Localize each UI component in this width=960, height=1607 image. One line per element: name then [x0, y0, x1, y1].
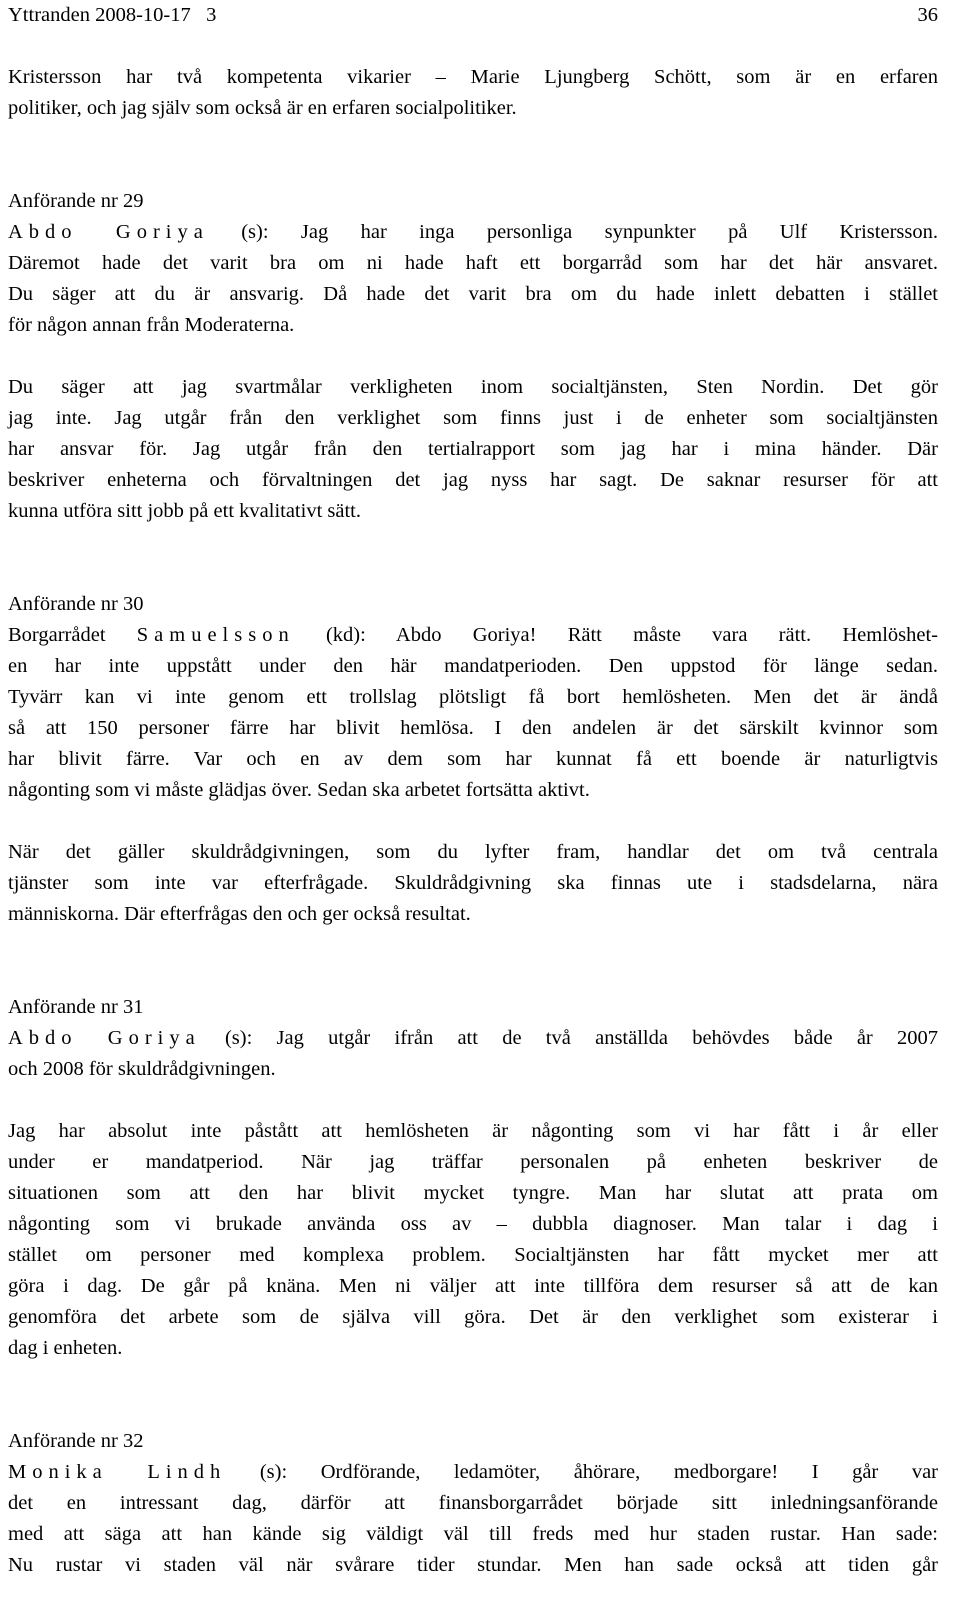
- speech-29: [8, 186, 938, 527]
- speaker-name: Abdo Goriya: [8, 1027, 201, 1049]
- document-page: [8, 0, 938, 1581]
- text-line: stället om personer med komplexa problem. Socialtjänsten har fått mycket mer att: [8, 1244, 938, 1266]
- speech-paragraph: [8, 1116, 938, 1364]
- text-line: Abdo Goriya (s): Jag utgår ifrån att de två anställda behövdes både år 2007: [8, 1027, 938, 1049]
- speech-paragraph: [8, 1023, 938, 1085]
- text-line: beskriver enheterna och förvaltningen det jag nyss har sagt. De saknar resurser för att: [8, 469, 938, 491]
- text-line: kunna utföra sitt jobb på ett kvalitativt sätt.: [8, 500, 361, 522]
- text-line: Du säger att du är ansvarig. Då hade det varit bra om du hade inlett debatten i stället: [8, 283, 938, 305]
- text-line: har ansvar för. Jag utgår från den tertialrapport som jag har i mina händer. Där: [8, 438, 938, 460]
- text-line: När det gäller skuldrådgivningen, som du lyfter fram, handlar det om två centrala: [8, 841, 938, 863]
- text-line: göra i dag. De går på knäna. Men ni väljer att inte tillföra dem resurser så att de kan: [8, 1275, 938, 1297]
- speech-title: Anförande nr 29: [8, 190, 144, 212]
- paragraph-intro: [8, 62, 938, 124]
- text-line: så att 150 personer färre har blivit hemlösa. I den andelen är det särskilt kvinnor som: [8, 717, 938, 739]
- speaker-name: Monika Lindh: [8, 1461, 227, 1483]
- text-line: det en intressant dag, därför att finansborgarrådet började sitt inledningsanförande: [8, 1492, 938, 1514]
- text-line: och 2008 för skuldrådgivningen.: [8, 1058, 276, 1080]
- text-line: genomföra det arbete som de själva vill göra. Det är den verklighet som existerar i: [8, 1306, 938, 1328]
- speech-paragraph: [8, 837, 938, 930]
- speech-paragraph: [8, 372, 938, 527]
- text-line: Nu rustar vi staden väl när svårare tider stundar. Men han sade också att tiden går: [8, 1554, 938, 1576]
- text-line: med att säga att han kände sig väldigt väl till freds med hur staden rustar. Han sade:: [8, 1523, 938, 1545]
- text-line: politiker, och jag själv som också är en erfaren socialpolitiker.: [8, 97, 517, 119]
- text-line: Tyvärr kan vi inte genom ett trollslag plötsligt få bort hemlösheten. Men det är ändå: [8, 686, 938, 708]
- page-header: [8, 0, 938, 31]
- speech-paragraph: [8, 217, 938, 341]
- speaker-name: Samuelsson: [136, 624, 295, 646]
- text-line: Kristersson har två kompetenta vikarier – Marie Ljungberg Schött, som är en erfaren: [8, 66, 938, 88]
- text-line: dag i enheten.: [8, 1337, 123, 1359]
- page-number: 36: [917, 4, 938, 26]
- speech-31: [8, 992, 938, 1364]
- text-line: för någon annan från Moderaterna.: [8, 314, 295, 336]
- text-line: under er mandatperiod. När jag träffar personalen på enheten beskriver de: [8, 1151, 938, 1173]
- text-line: Jag har absolut inte påstått att hemlösheten är någonting som vi har fått i år eller: [8, 1120, 938, 1142]
- speech-paragraph: [8, 620, 938, 806]
- text-line: en har inte uppstått under den här mandatperioden. Den uppstod för länge sedan.: [8, 655, 938, 677]
- text-line: Monika Lindh (s): Ordförande, ledamöter, åhörare, medborgare! I går var: [8, 1461, 938, 1483]
- speech-30: [8, 589, 938, 930]
- text-line: Du säger att jag svartmålar verkligheten inom socialtjänsten, Sten Nordin. Det gör: [8, 376, 938, 398]
- text-line: situationen som att den har blivit mycket tyngre. Man har slutat att prata om: [8, 1182, 938, 1204]
- speech-paragraph: [8, 1457, 938, 1581]
- speech-title: Anförande nr 31: [8, 996, 144, 1018]
- speech-title: Anförande nr 32: [8, 1430, 144, 1452]
- speech-32: [8, 1426, 938, 1581]
- text-line: Abdo Goriya (s): Jag har inga personliga synpunkter på Ulf Kristersson.: [8, 221, 938, 243]
- header-date-session: Yttranden 2008-10-17 3: [8, 4, 217, 26]
- speech-title: Anförande nr 30: [8, 593, 144, 615]
- text-line: tjänster som inte var efterfrågade. Skuldrådgivning ska finnas ute i stadsdelarna, nära: [8, 872, 938, 894]
- text-line: har blivit färre. Var och en av dem som har kunnat få ett boende är naturligtvis: [8, 748, 938, 770]
- text-line: människorna. Där efterfrågas den och ger också resultat.: [8, 903, 471, 925]
- text-line: Borgarrådet Samuelsson (kd): Abdo Goriya! Rätt måste vara rätt. Hemlöshet-: [8, 624, 938, 646]
- text-line: jag inte. Jag utgår från den verklighet som finns just i de enheter som socialtjänsten: [8, 407, 938, 429]
- speaker-name: Abdo Goriya: [8, 221, 209, 243]
- text-line: någonting som vi måste glädjas över. Sedan ska arbetet fortsätta aktivt.: [8, 779, 590, 801]
- text-line: Däremot hade det varit bra om ni hade haft ett borgarråd som har det här ansvaret.: [8, 252, 938, 274]
- text-line: någonting som vi brukade använda oss av – dubbla diagnoser. Man talar i dag i: [8, 1213, 938, 1235]
